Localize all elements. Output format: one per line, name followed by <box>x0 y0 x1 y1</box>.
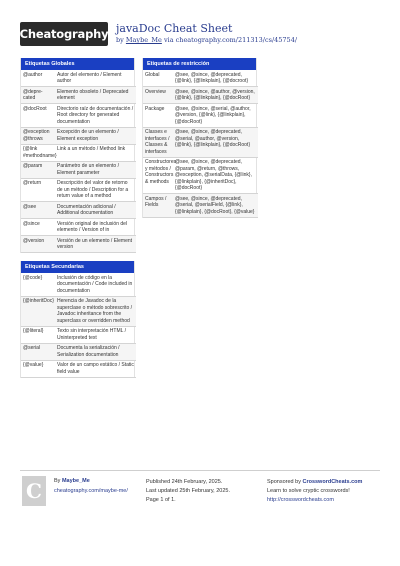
sponsor-tagline: Learn to solve cryptic crosswords! <box>267 488 350 494</box>
tag-name: {@code} <box>23 274 43 281</box>
page-subtitle <box>116 36 297 44</box>
tag-description: Versión original de inclusión del elemento / Version of in <box>57 220 128 233</box>
by-prefix: by <box>116 36 126 44</box>
tag-description: Versión de un elemento / Element version <box>57 237 133 250</box>
tag-name: Package <box>145 105 165 112</box>
table-row <box>143 157 258 194</box>
globales-table <box>21 70 136 253</box>
tag-description: @see, @since, @deprecated, @serial, @serialField, {@link}, {@linkplain}, {@docRoot}, {@value} <box>175 195 255 215</box>
tag-description: Valor de un campo estático / Static field value <box>57 362 134 375</box>
tag-name: @see <box>23 203 37 210</box>
tag-name: Global <box>145 71 160 78</box>
table-row <box>21 87 136 104</box>
sponsor-link[interactable]: CrosswordCheats.com <box>302 479 363 485</box>
tag-name: @author <box>23 71 43 78</box>
table-row <box>21 178 136 202</box>
page-title: javaDoc Cheat Sheet <box>116 22 233 35</box>
table-row <box>143 104 258 128</box>
section-globales <box>20 58 135 253</box>
tag-name: {@inheritDoc} <box>23 298 54 304</box>
tag-name: @return <box>23 180 42 186</box>
table-row <box>143 127 258 157</box>
tag-description: @see, @since, @serial, @author, @version, {@link}, {@linkplain}, {@docRoot} <box>175 105 251 125</box>
footer-sponsor <box>267 478 362 505</box>
table-row <box>21 161 136 178</box>
tag-name: @depre-cated <box>23 88 43 101</box>
table-row <box>143 194 258 218</box>
table-row <box>21 360 136 377</box>
via-link[interactable]: via cheatography.com/211313/cs/45754/ <box>161 36 298 44</box>
avatar-letter: C <box>26 479 42 503</box>
tag-description: Texto sin interpretación HTML / Uninterpreted text <box>57 328 127 341</box>
tag-description: @see, @since, @deprecated, @param, @return, @throws, @exception, @serialData, {@link}, {@linkplain}, {@inheritDoc}, {@docRoot} <box>175 159 252 191</box>
page-header <box>0 0 400 50</box>
tag-name: @serial <box>23 345 41 351</box>
cheatography-logo[interactable] <box>20 22 108 46</box>
table-row <box>21 296 136 326</box>
tag-description: Directorio raíz de documentación / Root directory for generated documentation <box>57 105 134 125</box>
author-link[interactable]: Maybe_Me <box>125 36 162 44</box>
tag-description: @see, @since, @deprecated, {@link}, {@linkplain}, {@docroot} <box>175 71 249 84</box>
table-row <box>21 343 136 360</box>
secundarias-table <box>21 273 136 378</box>
published-date: Published 24th February, 2025. <box>146 479 223 485</box>
tag-name: {@value} <box>23 362 44 368</box>
section-heading: Etiquetas de restricción <box>143 58 256 70</box>
table-row <box>21 273 136 296</box>
table-row <box>21 70 136 87</box>
tag-description: @see, @since, @deprecated, @serial, @author, @version, {@link}, {@linkplain}, {@docRoot} <box>175 129 250 148</box>
left-column <box>20 58 135 378</box>
tag-description: Parámetro de un elemento / Element parameter <box>57 163 119 176</box>
logo-text: Cheatography <box>19 27 109 41</box>
tag-description: @see, @since, @author, @version, {@link}, {@linkplain}, {@docRoot} <box>175 88 255 101</box>
table-row <box>143 87 258 104</box>
tag-name: {@literal} <box>23 328 44 334</box>
tag-description: Herencia de Javadoc de la superclase o método sobrescrito / Javadoc inheritance from the superclass or overridden method <box>57 298 133 324</box>
footer-by <box>54 478 90 484</box>
author-avatar <box>22 476 46 506</box>
tag-name: @exception @throws <box>23 129 50 142</box>
section-heading: Etiquetas Globales <box>21 58 134 70</box>
sponsor-url[interactable]: http://crosswordcheats.com <box>267 497 334 503</box>
footer-dates <box>146 478 230 505</box>
table-row <box>21 326 136 343</box>
tag-description: Inclusión de código en la documentación / Code included in documentation <box>57 274 133 294</box>
tag-name: Classes e interfaces / Classes & interfaces <box>145 129 170 155</box>
tag-description: Elemento obsoleto / Deprecated element <box>57 88 129 101</box>
table-row <box>143 70 258 87</box>
section-secundarias <box>20 261 135 378</box>
table-row <box>21 104 136 128</box>
tag-description: Excepción de un elemento / Element exception <box>57 129 119 142</box>
tag-description: Descripción del valor de retorno de un método / Description for a return value of a method <box>57 180 129 199</box>
tag-name: @docRoot <box>23 105 47 112</box>
right-column <box>142 58 257 218</box>
by-label: By <box>54 478 62 484</box>
tag-name: {@link #methodname} <box>23 146 57 159</box>
tag-name: @version <box>23 237 45 244</box>
table-row <box>21 236 136 253</box>
updated-date: Last updated 25th February, 2025. <box>146 488 230 494</box>
footer-author-link[interactable]: Maybe_Me <box>61 478 90 484</box>
footer-divider <box>20 470 380 471</box>
tag-name: Campos / Fields <box>145 195 167 208</box>
table-row <box>21 127 136 144</box>
table-row <box>21 144 136 161</box>
tag-description: Documentación adicional / Additional documentation <box>57 203 116 216</box>
tag-name: Overview <box>145 88 166 95</box>
sponsor-prefix: Sponsored by <box>267 479 303 485</box>
section-restriccion <box>142 58 257 218</box>
tag-name: @param <box>23 163 43 169</box>
footer-author-url[interactable]: cheatography.com/maybe-me/ <box>54 488 128 494</box>
tag-description: Documenta la serialización / Serialization documentation <box>57 345 120 358</box>
tag-description: Autor del elemento / Element author <box>57 71 122 84</box>
section-heading: Etiquetas Secundarias <box>21 261 134 273</box>
tag-name: Constructores y métodos / Constructors & methods <box>145 159 177 185</box>
restriccion-table <box>143 70 258 218</box>
table-row <box>21 202 136 219</box>
tag-description: Link a un método / Method link <box>57 146 126 152</box>
page-count: Page 1 of 1. <box>146 497 176 503</box>
table-row <box>21 219 136 236</box>
tag-name: @since <box>23 220 40 227</box>
